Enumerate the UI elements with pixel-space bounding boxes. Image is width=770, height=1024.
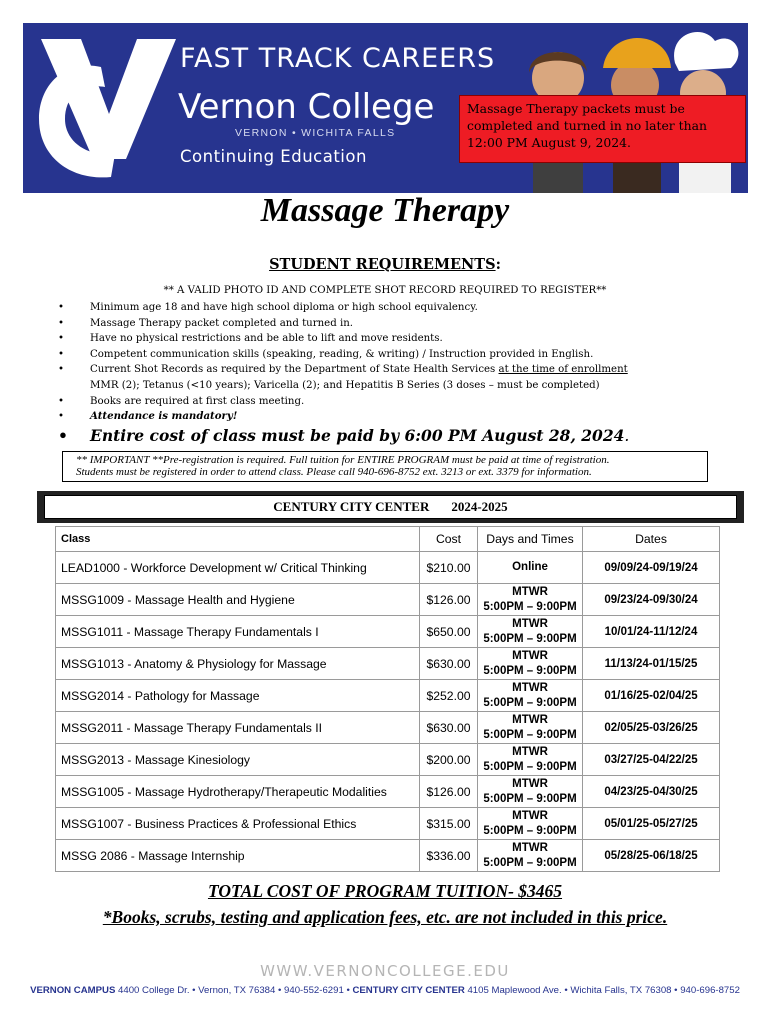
course-cost: $315.00 bbox=[420, 808, 478, 840]
course-name: MSSG1005 - Massage Hydrotherapy/Therapeutic Modalities bbox=[56, 776, 420, 808]
course-cost: $252.00 bbox=[420, 680, 478, 712]
course-dates: 09/09/24-09/19/24 bbox=[583, 552, 720, 584]
course-dates: 01/16/25-02/04/25 bbox=[583, 680, 720, 712]
deadline-notice: Massage Therapy packets must be completed and turned in no later than 12:00 PM August 9, 2024. bbox=[459, 95, 746, 163]
course-name: LEAD1000 - Workforce Development w/ Critical Thinking bbox=[56, 552, 420, 584]
table-row bbox=[56, 584, 720, 616]
course-days: MTWR 5:00PM – 9:00PM bbox=[478, 776, 583, 808]
course-dates: 05/28/25-06/18/25 bbox=[583, 840, 720, 872]
course-cost: $630.00 bbox=[420, 648, 478, 680]
list-item: • Attendance is mandatory! bbox=[58, 410, 238, 423]
list-item: • Massage Therapy packet completed and turned in. bbox=[58, 317, 354, 329]
course-dates: 10/01/24-11/12/24 bbox=[583, 616, 720, 648]
course-days: MTWR 5:00PM – 9:00PM bbox=[478, 840, 583, 872]
header-dates: Dates bbox=[583, 527, 720, 552]
important-line: ** IMPORTANT **Pre-registration is required. Full tuition for ENTIRE PROGRAM must be paid at time of registration. bbox=[76, 454, 610, 466]
list-item: • Competent communication skills (speaking, reading, & writing) / Instruction provided in English. bbox=[58, 348, 594, 360]
table-header-row bbox=[56, 527, 720, 552]
course-days: MTWR 5:00PM – 9:00PM bbox=[478, 584, 583, 616]
location-heading: CENTURY CITY CENTER 2024-2025 bbox=[44, 495, 737, 519]
course-cost: $630.00 bbox=[420, 712, 478, 744]
course-name: MSSG1007 - Business Practices & Professional Ethics bbox=[56, 808, 420, 840]
program-line: FAST TRACK CAREERS bbox=[180, 43, 496, 74]
course-cost: $126.00 bbox=[420, 776, 478, 808]
course-dates: 04/23/25-04/30/25 bbox=[583, 776, 720, 808]
table-row bbox=[56, 616, 720, 648]
course-name: MSSG2011 - Massage Therapy Fundamentals II bbox=[56, 712, 420, 744]
course-days: Online bbox=[478, 552, 583, 584]
course-days: MTWR 5:00PM – 9:00PM bbox=[478, 680, 583, 712]
table-row bbox=[56, 776, 720, 808]
college-name: Vernon College bbox=[178, 87, 435, 127]
course-table bbox=[55, 526, 720, 872]
payment-deadline: • Entire cost of class must be paid by 6:00 PM August 28, 2024. bbox=[58, 426, 630, 445]
campus-list: VERNON • WICHITA FALLS bbox=[235, 127, 396, 139]
course-dates: 03/27/25-04/22/25 bbox=[583, 744, 720, 776]
table-row bbox=[56, 808, 720, 840]
course-dates: 11/13/24-01/15/25 bbox=[583, 648, 720, 680]
course-dates: 05/01/25-05/27/25 bbox=[583, 808, 720, 840]
footer-addresses: VERNON CAMPUS 4400 College Dr. • Vernon, TX 76384 • 940-552-6291 • CENTURY CITY CENTER 4105 Maplewood Ave. • Wichita Falls, TX 76308 • 940-696-8752 bbox=[30, 985, 740, 996]
requirements-heading: STUDENT REQUIREMENTS: bbox=[269, 256, 501, 273]
course-days: MTWR 5:00PM – 9:00PM bbox=[478, 744, 583, 776]
course-name: MSSG1013 - Anatomy & Physiology for Massage bbox=[56, 648, 420, 680]
course-name: MSSG1011 - Massage Therapy Fundamentals I bbox=[56, 616, 420, 648]
division-name: Continuing Education bbox=[180, 147, 367, 166]
course-days: MTWR 5:00PM – 9:00PM bbox=[478, 616, 583, 648]
table-row bbox=[56, 680, 720, 712]
course-cost: $200.00 bbox=[420, 744, 478, 776]
website-link[interactable]: WWW.VERNONCOLLEGE.EDU bbox=[260, 962, 510, 980]
course-cost: $126.00 bbox=[420, 584, 478, 616]
table-row bbox=[56, 712, 720, 744]
header-days: Days and Times bbox=[478, 527, 583, 552]
valid-id-note: ** A VALID PHOTO ID AND COMPLETE SHOT RECORD REQUIRED TO REGISTER** bbox=[163, 285, 607, 296]
list-item: • Minimum age 18 and have high school diploma or high school equivalency. bbox=[58, 302, 478, 313]
total-cost: TOTAL COST OF PROGRAM TUITION- $3465 bbox=[207, 881, 563, 901]
header-class: Class bbox=[56, 527, 420, 552]
course-days: MTWR 5:00PM – 9:00PM bbox=[478, 808, 583, 840]
course-name: MSSG2013 - Massage Kinesiology bbox=[56, 744, 420, 776]
table-row bbox=[56, 744, 720, 776]
course-name: MSSG1009 - Massage Health and Hygiene bbox=[56, 584, 420, 616]
list-item: • Have no physical restrictions and be able to lift and move residents. bbox=[58, 333, 443, 345]
vc-logo-icon bbox=[31, 29, 181, 189]
list-item: • Current Shot Records as required by the Department of State Health Services at the time of enrollment MMR (2); Tetanus (<10 years); Varicella (2); and Hepatitis B Series (3 doses – must be completed) bbox=[58, 364, 628, 391]
important-line: Students must be registered in order to attend class. Please call 940-696-8752 ext. 3213 or ext. 3379 for information. bbox=[76, 466, 592, 478]
header-cost: Cost bbox=[420, 527, 478, 552]
course-name: MSSG2014 - Pathology for Massage bbox=[56, 680, 420, 712]
course-dates: 09/23/24-09/30/24 bbox=[583, 584, 720, 616]
course-days: MTWR 5:00PM – 9:00PM bbox=[478, 648, 583, 680]
course-name: MSSG 2086 - Massage Internship bbox=[56, 840, 420, 872]
table-row bbox=[56, 840, 720, 872]
list-item: • Books are required at first class meeting. bbox=[58, 395, 305, 407]
course-cost: $336.00 bbox=[420, 840, 478, 872]
important-note bbox=[62, 452, 708, 482]
fees-note: *Books, scrubs, testing and application fees, etc. are not included in this price. bbox=[102, 907, 668, 927]
page-title: Massage Therapy bbox=[260, 192, 510, 229]
course-dates: 02/05/25-03/26/25 bbox=[583, 712, 720, 744]
table-row bbox=[56, 648, 720, 680]
course-cost: $650.00 bbox=[420, 616, 478, 648]
table-row bbox=[56, 552, 720, 584]
course-days: MTWR 5:00PM – 9:00PM bbox=[478, 712, 583, 744]
course-cost: $210.00 bbox=[420, 552, 478, 584]
requirements-list bbox=[58, 300, 738, 425]
